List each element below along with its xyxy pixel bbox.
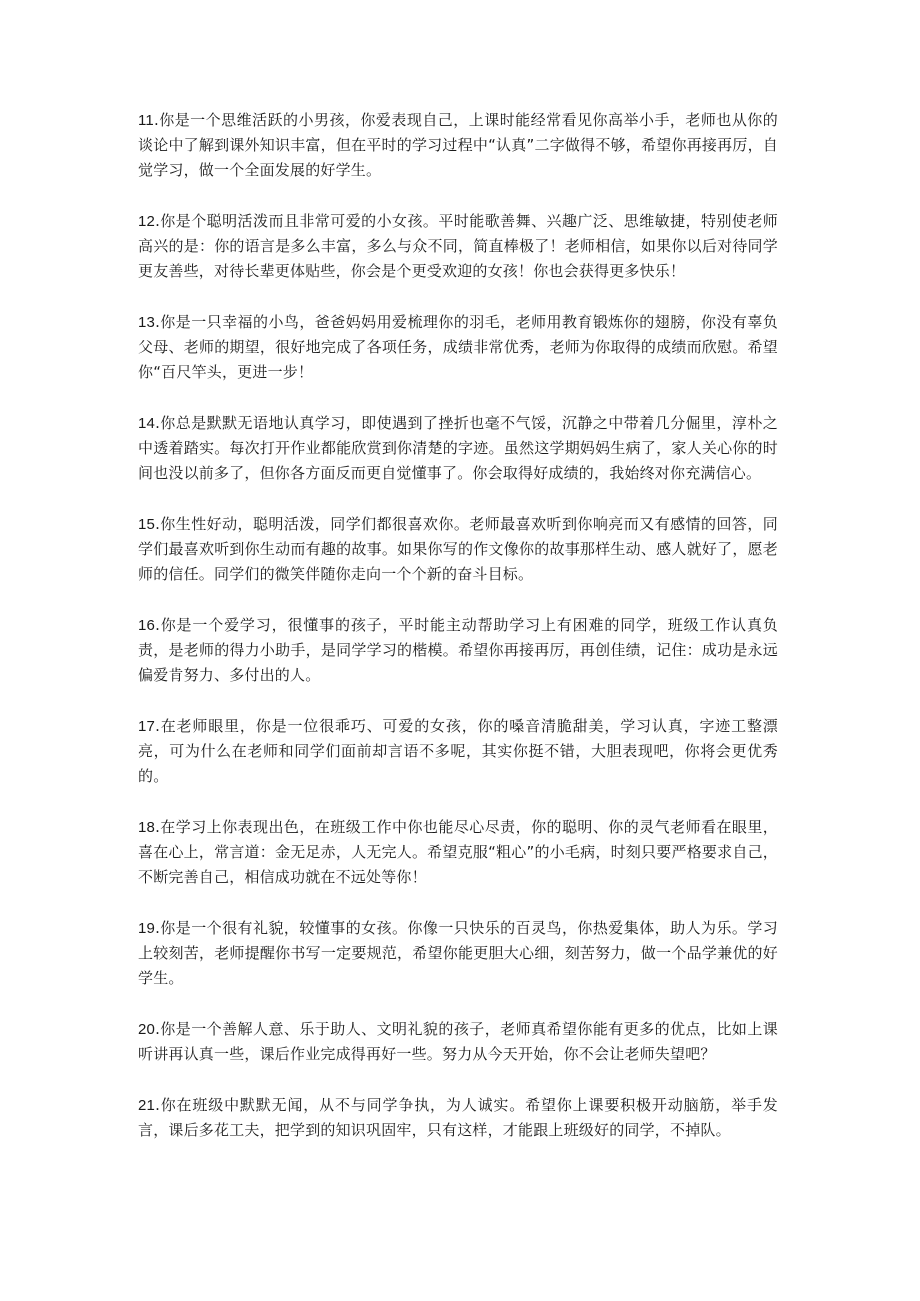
entry-number: 13 [138,314,156,331]
comment-entry-18 [138,815,778,890]
entry-text: .你是一个很有礼貌，较懂事的女孩。你像一只快乐的百灵鸟，你热爱集体，助人为乐。学习上较刻苦，老师提醒你书写一定要规范，希望你能更胆大心细，刻苦努力，做一个品学兼优的好学生。 [138,919,778,987]
comment-entry-17 [138,714,778,789]
entry-text: .在学习上你表现出色，在班级工作中你也能尽心尽责，你的聪明、你的灵气老师看在眼里，喜在心上，常言道：金无足赤，人无完人。希望克服“粗心”的小毛病，时刻只要严格要求自己，不断完善自己，相信成功就在不远处等你！ [138,818,778,886]
comment-entry-21 [138,1093,778,1143]
entry-number: 19 [138,920,156,937]
comment-entry-15 [138,512,778,587]
entry-text: .你是一个思维活跃的小男孩，你爱表现自己，上课时能经常看见你高举小手，老师也从你的谈论中了解到课外知识丰富，但在平时的学习过程中“认真”二字做得不够，希望你再接再厉，自觉学习，做一个全面发展的好学生。 [138,111,778,179]
entry-number: 17 [138,718,156,735]
entry-number: 20 [138,1021,156,1038]
entry-text: .你是一只幸福的小鸟，爸爸妈妈用爱梳理你的羽毛，老师用教育锻炼你的翅膀，你没有辜负父母、老师的期望，很好地完成了各项任务，成绩非常优秀，老师为你取得的成绩而欣慰。希望你“百尺竿头，更进一步！ [138,313,778,381]
entry-number: 15 [138,516,156,533]
entry-text: .你是一个爱学习，很懂事的孩子，平时能主动帮助学习上有困难的同学，班级工作认真负责，是老师的得力小助手，是同学学习的楷模。希望你再接再厉，再创佳绩，记住：成功是永远偏爱肯努力、多付出的人。 [138,616,778,684]
entry-number: 16 [138,617,156,634]
comment-entry-20 [138,1017,778,1067]
entry-text: .在老师眼里，你是一位很乖巧、可爱的女孩，你的嗓音清脆甜美，学习认真，字迹工整漂亮，可为什么在老师和同学们面前却言语不多呢，其实你挺不错，大胆表现吧，你将会更优秀的。 [138,717,778,785]
comment-entry-12 [138,209,778,284]
entry-number: 14 [138,415,156,432]
comment-entry-14 [138,411,778,486]
entry-text: .你生性好动，聪明活泼，同学们都很喜欢你。老师最喜欢听到你响亮而又有感情的回答，同学们最喜欢听到你生动而有趣的故事。如果你写的作文像你的故事那样生动、感人就好了，愿老师的信任。同学们的微笑伴随你走向一个个新的奋斗目标。 [138,515,778,583]
entry-text: .你在班级中默默无闻，从不与同学争执，为人诚实。希望你上课要积极开动脑筋，举手发言，课后多花工夫，把学到的知识巩固牢，只有这样，才能跟上班级好的同学，不掉队。 [138,1096,778,1139]
entry-text: .你是个聪明活泼而且非常可爱的小女孩。平时能歌善舞、兴趣广泛、思维敏捷，特别使老师高兴的是：你的语言是多么丰富，多么与众不同，简直棒极了！老师相信，如果你以后对待同学更友善些，对待长辈更体贴些，你会是个更受欢迎的女孩！你也会获得更多快乐！ [138,212,778,280]
comment-entry-11 [138,108,778,183]
entry-text: .你是一个善解人意、乐于助人、文明礼貌的孩子，老师真希望你能有更多的优点，比如上课听讲再认真一些，课后作业完成得再好一些。努力从今天开始，你不会让老师失望吧？ [138,1020,778,1063]
document-page [138,108,778,1169]
comment-entry-16 [138,613,778,688]
entry-number: 11 [138,112,154,129]
comment-entry-13 [138,310,778,385]
comment-entry-19 [138,916,778,991]
entry-number: 12 [138,213,156,230]
entry-number: 18 [138,819,156,836]
entry-text: .你总是默默无语地认真学习，即使遇到了挫折也毫不气馁，沉静之中带着几分倔里，淳朴之中透着踏实。每次打开作业都能欣赏到你清楚的字迹。虽然这学期妈妈生病了，家人关心你的时间也没以前多了，但你各方面反而更自觉懂事了。你会取得好成绩的，我始终对你充满信心。 [138,414,778,482]
entry-number: 21 [138,1097,156,1114]
